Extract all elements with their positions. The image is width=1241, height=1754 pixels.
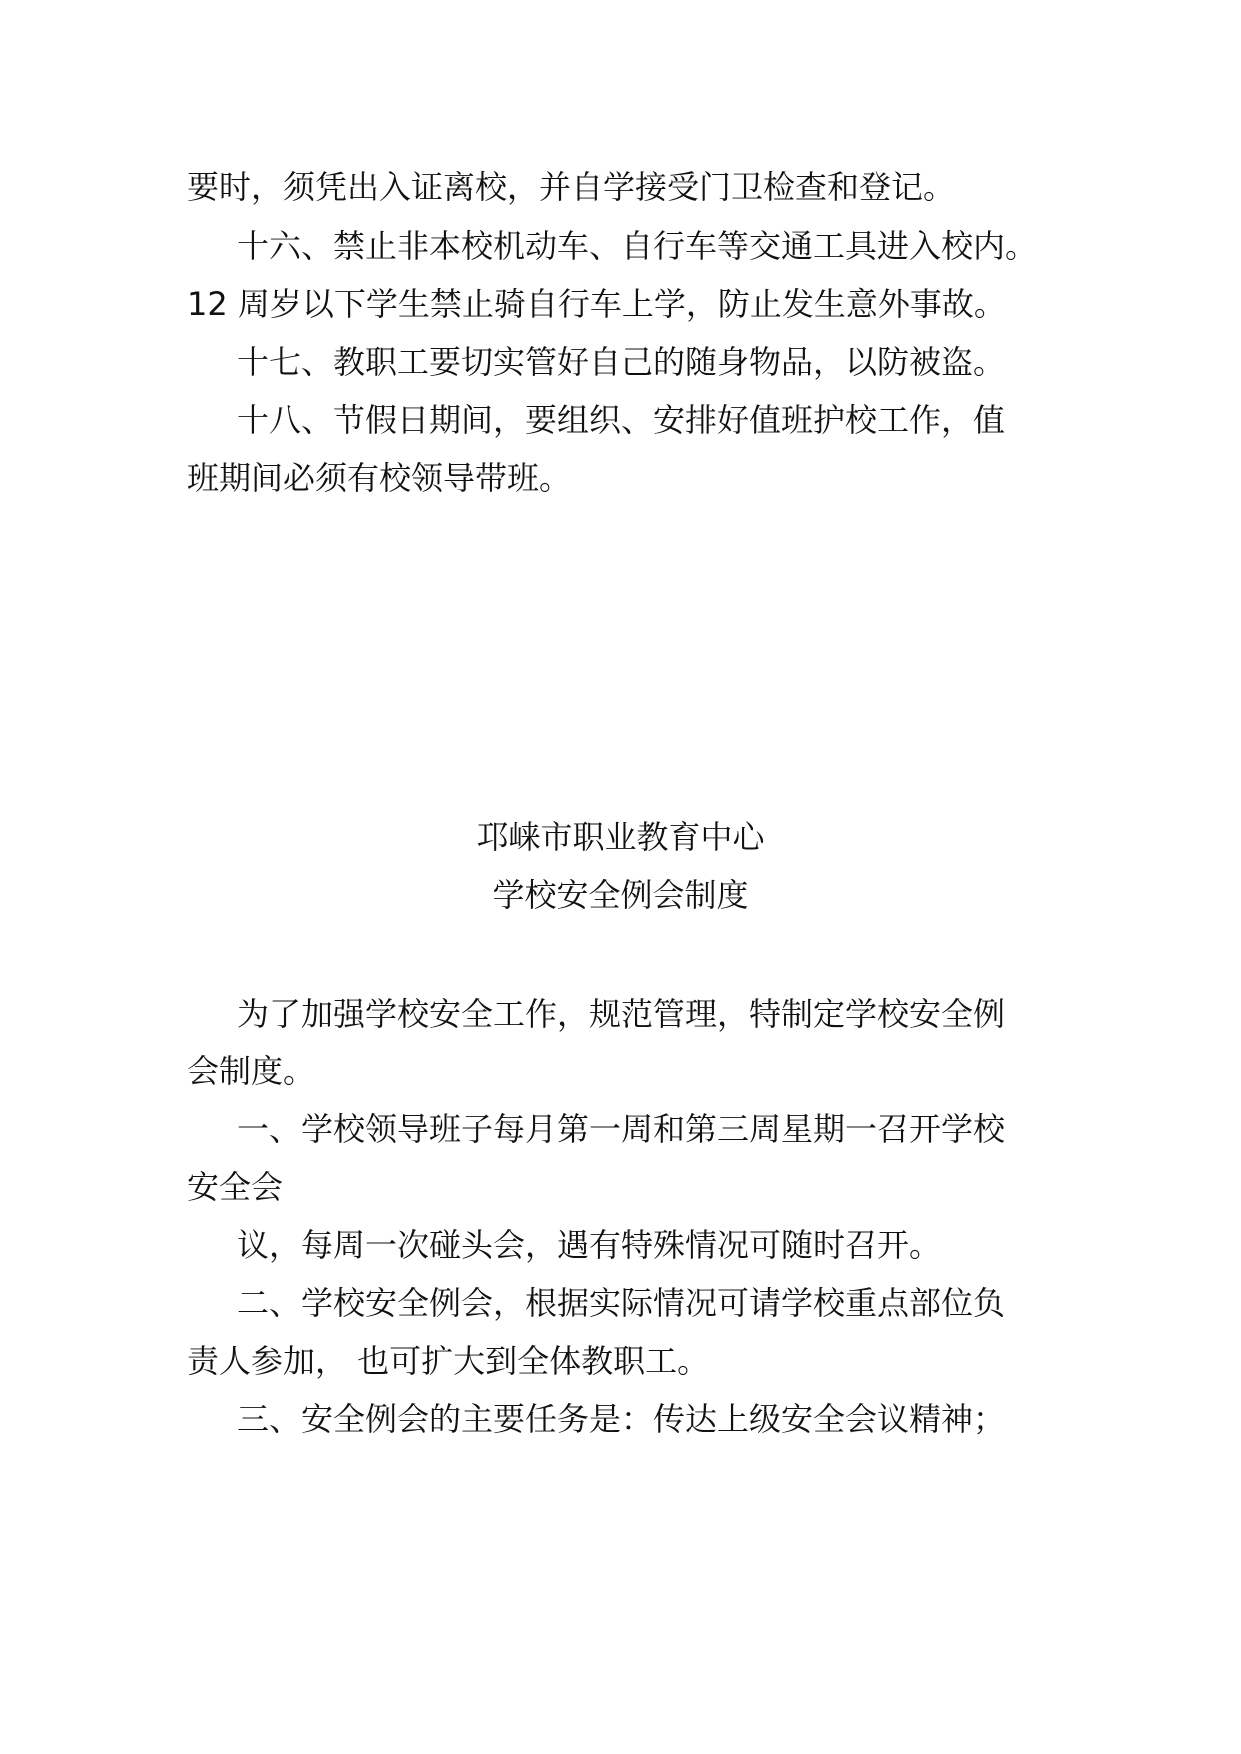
paragraph-line: 会制度。 — [187, 1052, 316, 1090]
paragraph-line: 十七、教职工要切实管好自己的随身物品，以防被盗。 — [237, 343, 1006, 381]
paragraph-line: 为了加强学校安全工作，规范管理，特制定学校安全例 — [237, 995, 1006, 1033]
organization-name: 邛崃市职业教育中心 — [476, 818, 765, 856]
paragraph-line: 三、安全例会的主要任务是：传达上级安全会议精神； — [237, 1400, 1006, 1438]
paragraph-line: 安全会 — [187, 1168, 284, 1206]
paragraph-line: 议，每周一次碰头会，遇有特殊情况可随时召开。 — [237, 1226, 942, 1264]
paragraph-line: 责人参加， 也可扩大到全体教职工。 — [187, 1342, 710, 1380]
paragraph-line: 班期间必须有校领导带班。 — [187, 459, 572, 497]
document-title: 学校安全例会制度 — [492, 876, 749, 914]
paragraph-line: 二、学校安全例会，根据实际情况可请学校重点部位负 — [237, 1284, 1006, 1322]
paragraph-line: 十八、节假日期间，要组织、安排好值班护校工作，值 — [237, 401, 1006, 439]
paragraph-line: 12 周岁以下学生禁止骑自行车上学，防止发生意外事故。 — [187, 285, 1006, 323]
paragraph-line: 一、学校领导班子每月第一周和第三周星期一召开学校 — [237, 1110, 1006, 1148]
paragraph-line: 十六、禁止非本校机动车、自行车等交通工具进入校内。 — [237, 227, 1038, 265]
paragraph-line: 要时，须凭出入证离校，并自学接受门卫检查和登记。 — [187, 168, 956, 206]
